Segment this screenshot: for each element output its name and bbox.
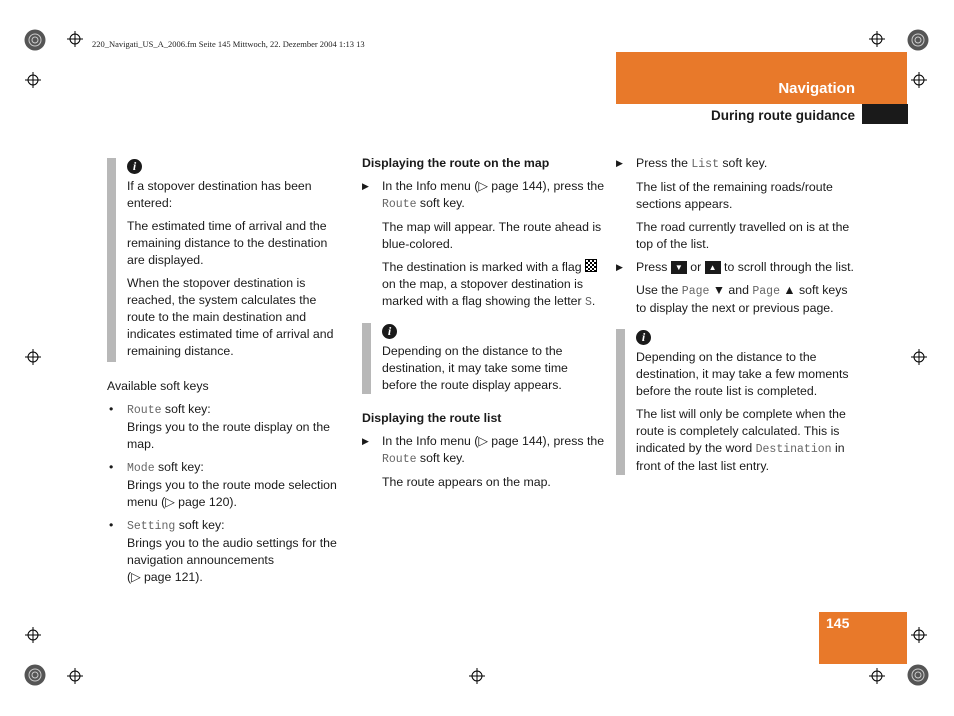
scroll-down-key-icon: ▼ bbox=[671, 261, 687, 274]
paragraph-text: . bbox=[591, 294, 596, 308]
column-2 bbox=[362, 155, 606, 497]
step-text: Press bbox=[636, 260, 671, 274]
crop-mark-icon bbox=[25, 627, 41, 643]
softkey-description: Brings you to the audio settings for the navigation announcements bbox=[127, 536, 337, 567]
step-text: In the Info menu (▷ page 144), press the bbox=[382, 179, 605, 193]
softkey-suffix: soft key: bbox=[161, 402, 211, 416]
crop-mark-icon bbox=[67, 668, 83, 684]
softkeys-heading: Available soft keys bbox=[107, 379, 209, 393]
paragraph-text: The list will only be complete when the route is completely calculated. This is indicated by the word bbox=[636, 407, 846, 455]
info-paragraph: Depending on the distance to the destination, it may take a few moments before the route list is completed. bbox=[636, 350, 849, 398]
subheading: Displaying the route on the map bbox=[362, 156, 550, 170]
softkey-label: Route bbox=[127, 404, 162, 417]
thumb-index-tab bbox=[862, 104, 908, 124]
crop-mark-icon bbox=[911, 627, 927, 643]
paragraph: The list of the remaining roads/route sections appears. bbox=[636, 180, 833, 211]
info-paragraph bbox=[636, 406, 860, 475]
crop-mark-icon bbox=[25, 72, 41, 88]
softkey-label: Page bbox=[681, 285, 710, 298]
instruction-step bbox=[616, 259, 860, 276]
softkey-label: Page bbox=[752, 285, 780, 298]
step-text: to scroll through the list. bbox=[720, 260, 854, 274]
letter-s: S bbox=[585, 296, 592, 309]
softkey-description: Brings you to the route display on the map. bbox=[127, 420, 331, 451]
step-arrow-icon: ▶ bbox=[362, 436, 369, 446]
step-text: or bbox=[686, 260, 705, 274]
info-icon: i bbox=[636, 330, 651, 345]
bullet-icon: • bbox=[109, 460, 114, 474]
info-note bbox=[616, 329, 860, 475]
scroll-up-key-icon: ▲ bbox=[705, 261, 721, 274]
crop-mark-icon bbox=[869, 668, 885, 684]
softkey-label: Route bbox=[382, 198, 417, 211]
softkey-description: Brings you to the route mode selection menu (▷ page 120). bbox=[127, 478, 337, 509]
info-paragraph: The estimated time of arrival and the remaining distance to the destination are displayed. bbox=[127, 219, 328, 267]
info-icon: i bbox=[127, 159, 142, 174]
softkey-suffix: soft key: bbox=[154, 460, 204, 474]
info-paragraph: If a stopover destination has been entered: bbox=[127, 179, 312, 210]
page-number: 145 bbox=[826, 615, 850, 631]
crop-mark-icon bbox=[911, 349, 927, 365]
step-text: In the Info menu (▷ page 144), press the bbox=[382, 434, 605, 448]
softkey-label: Route bbox=[382, 453, 417, 466]
registration-rosette-icon bbox=[907, 664, 929, 686]
paragraph-text: on the map, a stopover destination is marked with a flag showing the letter bbox=[382, 277, 586, 308]
instruction-step bbox=[616, 155, 860, 173]
softkey-label: Setting bbox=[127, 520, 176, 533]
bullet-icon: • bbox=[109, 402, 114, 416]
paragraph bbox=[362, 259, 606, 311]
chapter-tab-background bbox=[616, 52, 907, 104]
crop-mark-icon bbox=[911, 72, 927, 88]
page-up-arrow-icon: ▲ bbox=[779, 283, 796, 297]
registration-rosette-icon bbox=[24, 29, 46, 51]
softkey-description: (▷ page 121). bbox=[127, 570, 203, 584]
info-icon: i bbox=[382, 324, 397, 339]
instruction-step bbox=[362, 433, 606, 468]
crop-mark-icon bbox=[67, 31, 83, 47]
list-item bbox=[107, 401, 347, 453]
instruction-step bbox=[362, 178, 606, 213]
paragraph: The route appears on the map. bbox=[382, 475, 551, 489]
print-file-info: 220_Navigati_US_A_2006.fm Seite 145 Mittwoch, 22. Dezember 2004 1:13 13 bbox=[92, 39, 365, 49]
softkey-suffix: soft key: bbox=[175, 518, 225, 532]
paragraph: The road currently travelled on is at the top of the list. bbox=[636, 220, 850, 251]
info-paragraph: When the stopover destination is reached, the system calculates the route to the main destination and indicates estimated time of arrival and remaining distance. bbox=[127, 276, 334, 358]
paragraph-text: in front of the last list entry. bbox=[636, 441, 845, 473]
step-arrow-icon: ▶ bbox=[616, 262, 623, 272]
section-title: During route guidance bbox=[710, 108, 855, 123]
softkey-label: Mode bbox=[127, 462, 155, 475]
softkey-label: List bbox=[691, 158, 719, 171]
paragraph-text: soft keys to display the next or previous page. bbox=[636, 283, 848, 315]
destination-label: Destination bbox=[755, 443, 832, 456]
paragraph-text: Use the bbox=[636, 283, 682, 297]
step-text: Press the bbox=[636, 156, 692, 170]
step-arrow-icon: ▶ bbox=[362, 181, 369, 191]
registration-rosette-icon bbox=[907, 29, 929, 51]
step-text: soft key. bbox=[416, 196, 465, 210]
step-text: soft key. bbox=[416, 451, 465, 465]
column-1 bbox=[107, 158, 347, 592]
list-item bbox=[107, 459, 347, 511]
paragraph bbox=[616, 282, 860, 317]
info-note bbox=[107, 158, 347, 362]
info-note bbox=[362, 323, 606, 394]
crop-mark-icon bbox=[469, 668, 485, 684]
registration-rosette-icon bbox=[24, 664, 46, 686]
paragraph-text: and bbox=[725, 283, 753, 297]
info-paragraph: Depending on the distance to the destination, it may take some time before the route display appears. bbox=[382, 344, 568, 392]
list-item bbox=[107, 517, 347, 586]
page-down-arrow-icon: ▼ bbox=[709, 283, 725, 297]
step-text: soft key. bbox=[718, 156, 768, 170]
column-3 bbox=[616, 155, 860, 475]
crop-mark-icon bbox=[869, 31, 885, 47]
subheading: Displaying the route list bbox=[362, 411, 502, 425]
paragraph: The map will appear. The route ahead is blue-colored. bbox=[382, 220, 602, 251]
paragraph-text: The destination is marked with a flag bbox=[382, 260, 586, 274]
bullet-icon: • bbox=[109, 518, 114, 532]
step-arrow-icon: ▶ bbox=[616, 158, 623, 168]
crop-mark-icon bbox=[25, 349, 41, 365]
chapter-title: Navigation bbox=[778, 80, 855, 97]
checkered-flag-icon bbox=[585, 259, 597, 272]
